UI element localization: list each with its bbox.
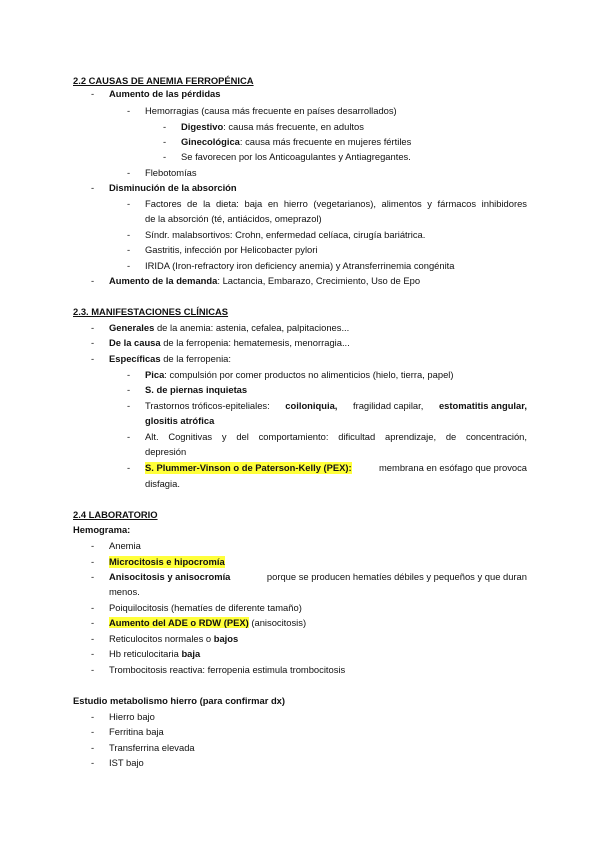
- item-troficos: Trastornos tróficos-epiteliales: coiloniquia, fragilidad capilar, estomatitis angular,: [145, 400, 527, 411]
- bullet-dash: -: [127, 462, 131, 473]
- bullet-dash: -: [91, 556, 95, 567]
- bullet-dash: -: [91, 757, 95, 768]
- section-title-laboratorio: 2.4 LABORATORIO: [73, 509, 158, 520]
- item-ade: Aumento del ADE o RDW (PEX) (anisocitosis): [109, 617, 307, 628]
- item-causa: De la causa de la ferropenia: hematemesis, menorragia...: [109, 337, 350, 348]
- item-ferritina: Ferritina baja: [109, 726, 164, 737]
- bullet-dash: -: [91, 617, 95, 628]
- item-reticulocitos: Reticulocitos normales o bajos: [109, 633, 239, 644]
- item-dieta: Factores de la dieta: baja en hierro (vegetarianos), alimentos y fármacos inhibidores: [145, 198, 527, 209]
- bullet-dash: -: [91, 664, 95, 675]
- item-demanda: Aumento de la demanda: Lactancia, Embarazo, Crecimiento, Uso de Epo: [109, 275, 421, 286]
- bullet-dash: -: [91, 275, 95, 286]
- item-cognitivas: Alt. Cognitivas y del comportamiento: dificultad aprendizaje, de concentración,: [145, 431, 527, 442]
- item-transferrina: Transferrina elevada: [109, 742, 195, 753]
- bullet-dash: -: [127, 229, 131, 240]
- item-trombocitosis: Trombocitosis reactiva: ferropenia estimula trombocitosis: [109, 664, 346, 675]
- section-title-causas: 2.2 CAUSAS DE ANEMIA FERROPÉNICA: [73, 75, 254, 86]
- item-cognitivas-cont: depresión: [145, 446, 187, 457]
- item-anisocitosis-cont: menos.: [109, 586, 140, 597]
- item-generales: Generales de la anemia: astenia, cefalea, palpitaciones...: [109, 322, 350, 333]
- item-absorcion: Disminución de la absorción: [109, 182, 237, 193]
- bullet-dash: -: [127, 400, 131, 411]
- item-plummer-cont: disfagia.: [145, 478, 180, 489]
- item-hemorragias: Hemorragias (causa más frecuente en países desarrollados): [145, 105, 397, 116]
- bullet-dash: -: [91, 337, 95, 348]
- item-plummer: S. Plummer-Vinson o de Paterson-Kelly (PEX): membrana en esófago que provoca: [145, 462, 527, 473]
- item-pica: Pica: compulsión por comer productos no alimenticios (hielo, tierra, papel): [145, 369, 454, 380]
- bullet-dash: -: [91, 711, 95, 722]
- bullet-dash: -: [127, 244, 131, 255]
- item-piernas-inquietas: S. de piernas inquietas: [145, 384, 248, 395]
- bullet-dash: -: [91, 353, 95, 364]
- bullet-dash: -: [91, 540, 95, 551]
- bullet-dash: -: [127, 105, 131, 116]
- item-anemia: Anemia: [109, 540, 141, 551]
- bullet-dash: -: [91, 726, 95, 737]
- bullet-dash: -: [127, 431, 131, 442]
- section-title-manifestaciones: 2.3. MANIFESTACIONES CLÍNICAS: [73, 306, 229, 317]
- item-malabsortivos: Síndr. malabsortivos: Crohn, enfermedad celíaca, cirugía bariátrica.: [145, 229, 426, 240]
- item-ginecologica: Ginecológica: causa más frecuente en mujeres fértiles: [181, 136, 412, 147]
- bullet-dash: -: [91, 742, 95, 753]
- bullet-dash: -: [127, 260, 131, 271]
- bullet-dash: -: [91, 602, 95, 613]
- bullet-dash: -: [163, 151, 167, 162]
- subheading-hemograma: Hemograma:: [73, 524, 131, 535]
- bullet-dash: -: [127, 167, 131, 178]
- item-poiquilocitosis: Poiquilocitosis (hematíes de diferente tamaño): [109, 602, 302, 613]
- item-ist: IST bajo: [109, 757, 144, 768]
- subheading-estudio-hierro: Estudio metabolismo hierro (para confirmar dx): [73, 695, 286, 706]
- item-microcitosis: Microcitosis e hipocromía: [109, 556, 225, 567]
- item-flebotomias: Flebotomías: [145, 167, 197, 178]
- bullet-dash: -: [91, 182, 95, 193]
- bullet-dash: -: [91, 648, 95, 659]
- bullet-dash: -: [91, 633, 95, 644]
- item-digestivo: Digestivo: causa más frecuente, en adultos: [181, 121, 364, 132]
- item-hierro: Hierro bajo: [109, 711, 155, 722]
- bullet-dash: -: [91, 88, 95, 99]
- bullet-dash: -: [163, 136, 167, 147]
- item-perdidas: Aumento de las pérdidas: [109, 88, 221, 99]
- bullet-dash: -: [163, 121, 167, 132]
- item-hb-reticulocitaria: Hb reticulocitaria baja: [109, 648, 201, 659]
- item-anticoagulantes: Se favorecen por los Anticoagulantes y Antiagregantes.: [181, 151, 411, 162]
- item-especificas: Específicas de la ferropenia:: [109, 353, 231, 364]
- item-anisocitosis: Anisocitosis y anisocromía porque se producen hematíes débiles y pequeños y que duran: [109, 571, 527, 582]
- item-gastritis: Gastritis, infección por Helicobacter pylori: [145, 244, 318, 255]
- item-dieta-cont: de la absorción (té, antiácidos, omeprazol): [145, 213, 322, 224]
- bullet-dash: -: [127, 198, 131, 209]
- item-irida: IRIDA (Iron-refractory iron deficiency anemia) y Atransferrinemia congénita: [145, 260, 455, 271]
- bullet-dash: -: [127, 369, 131, 380]
- item-glositis: glositis atrófica: [145, 415, 215, 426]
- bullet-dash: -: [127, 384, 131, 395]
- bullet-dash: -: [91, 571, 95, 582]
- bullet-dash: -: [91, 322, 95, 333]
